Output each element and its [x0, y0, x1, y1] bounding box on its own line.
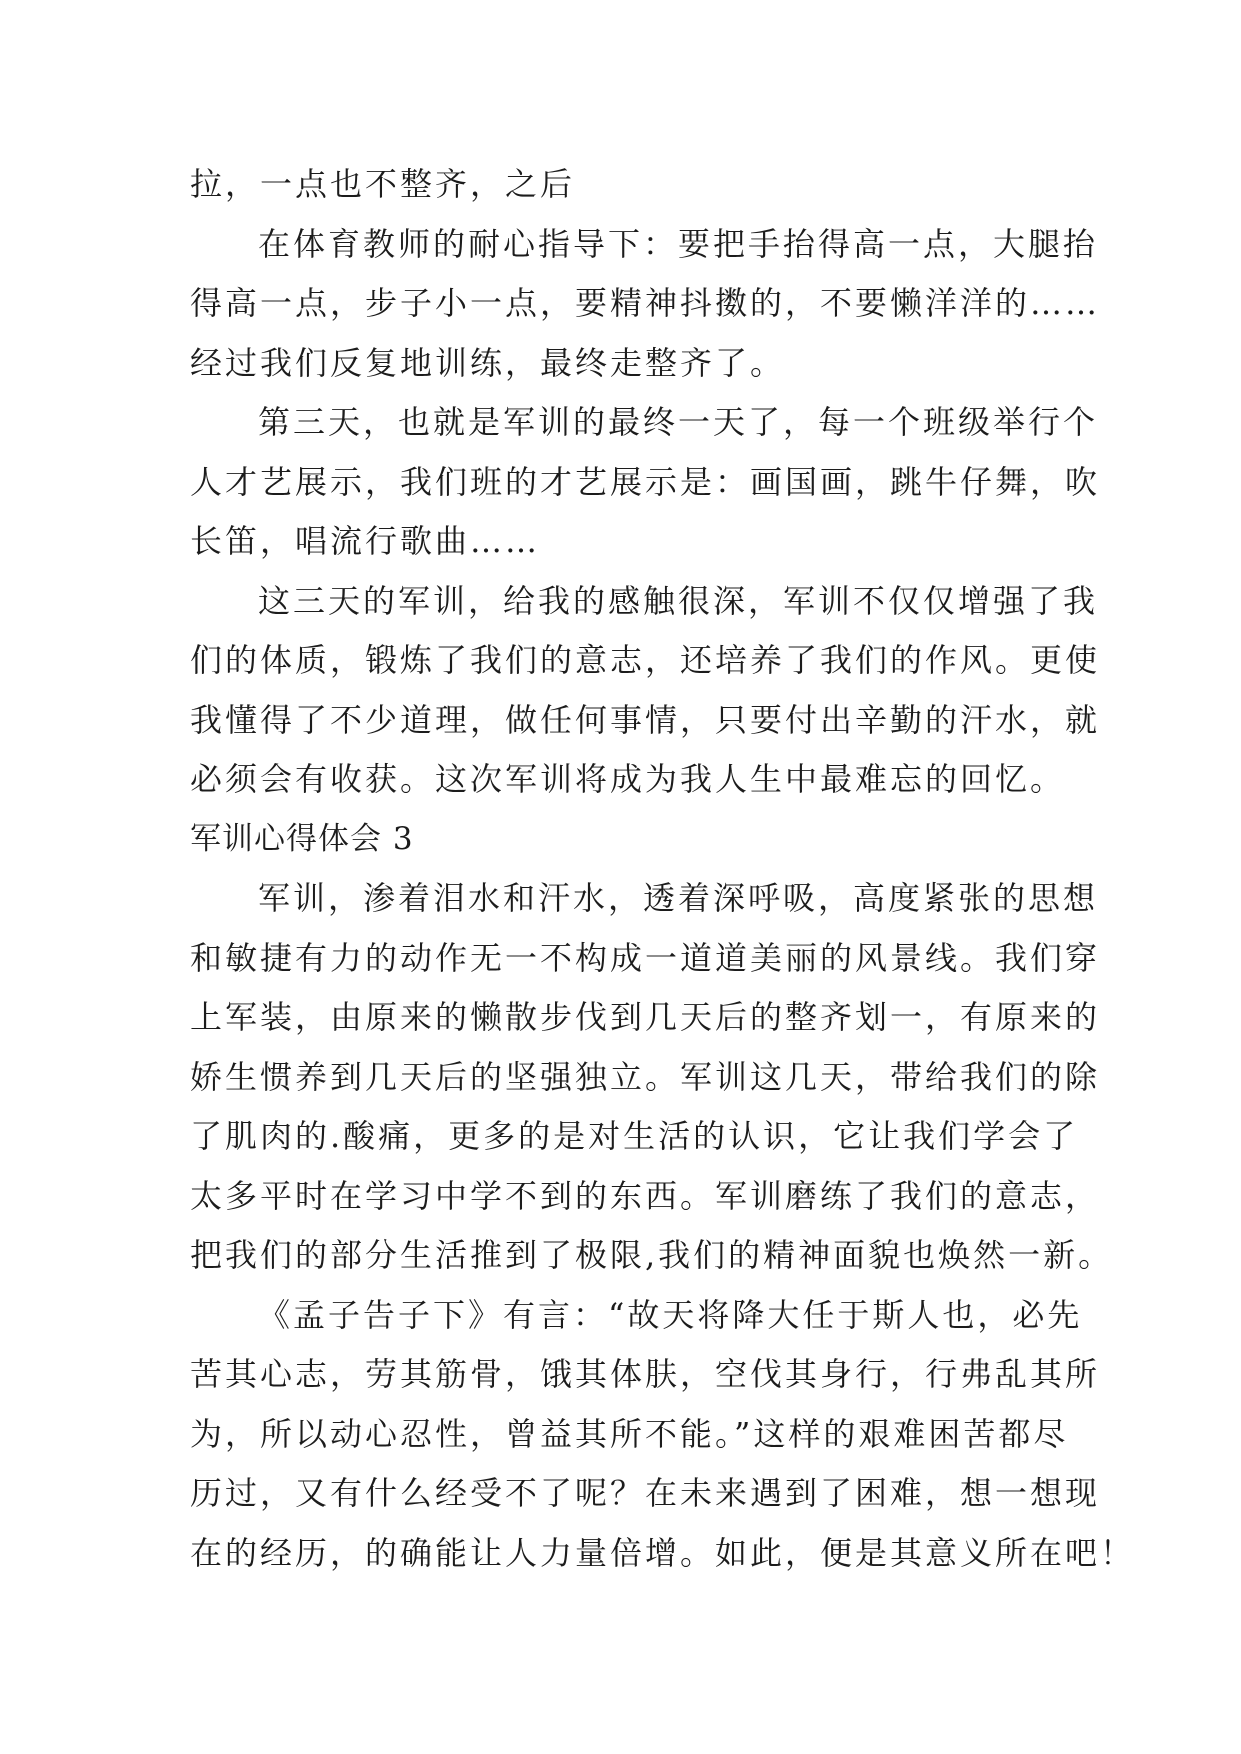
text-line: 上军装，由原来的懒散步伐到几天后的整齐划一，有原来的	[190, 998, 1101, 1036]
paragraph-start-line: 在体育教师的耐心指导下：要把手抬得高一点，大腿抬	[258, 224, 1099, 263]
text-line: 太多平时在学习中学不到的东西。军训磨练了我们的意志，	[190, 1176, 1101, 1215]
paragraph-start-line: 《孟子告子下》有言：“故天将降大任于斯人也，必先	[258, 1295, 1083, 1334]
text-line: 必须会有收获。这次军训将成为我人生中最难忘的回忆。	[190, 760, 1066, 798]
text-line: 在的经历，的确能让人力量倍增。如此，便是其意义所在吧！	[190, 1533, 1136, 1572]
text-line: 苦其心志，劳其筋骨，饿其体肤，空伐其身行，行弗乱其所	[190, 1355, 1101, 1393]
text-line: 和敏捷有力的动作无一不构成一道道美丽的风景线。我们穿	[190, 938, 1101, 977]
text-line: 为，所以动心忍性，曾益其所不能。”这样的艰难困苦都尽	[190, 1414, 1069, 1453]
section-heading: 军训心得体会 3	[190, 820, 414, 857]
paragraph-start-line: 军训，渗着泪水和汗水，透着深呼吸，高度紧张的思想	[258, 879, 1099, 917]
text-line: 娇生惯养到几天后的坚强独立。军训这几天，带给我们的除	[190, 1057, 1101, 1096]
text-line: 把我们的部分生活推到了极限,我们的精神面貌也焕然一新。	[190, 1236, 1114, 1274]
text-line: 得高一点，步子小一点，要精神抖擞的，不要懒洋洋的……	[190, 284, 1101, 322]
paragraph-start-line: 这三天的军训，给我的感触很深，军训不仅仅增强了我	[258, 581, 1099, 620]
paragraph-start-line: 第三天，也就是军训的最终一天了，每一个班级举行个	[258, 403, 1099, 441]
text-line: 经过我们反复地训练，最终走整齐了。	[190, 343, 786, 382]
text-line: 拉，一点也不整齐，之后	[190, 165, 576, 203]
text-line: 我懂得了不少道理，做任何事情，只要付出辛勤的汗水，就	[190, 700, 1101, 739]
text-line: 了肌肉的.酸痛，更多的是对生活的认识，它让我们学会了	[190, 1117, 1079, 1155]
text-line: 长笛，唱流行歌曲……	[190, 522, 541, 560]
text-line: 历过，又有什么经受不了呢？在未来遇到了困难，想一想现	[190, 1474, 1101, 1512]
text-line: 人才艺展示，我们班的才艺展示是：画国画，跳牛仔舞，吹	[190, 462, 1101, 501]
document-body	[190, 155, 1136, 1583]
text-line: 们的体质，锻炼了我们的意志，还培养了我们的作风。更使	[190, 641, 1101, 679]
